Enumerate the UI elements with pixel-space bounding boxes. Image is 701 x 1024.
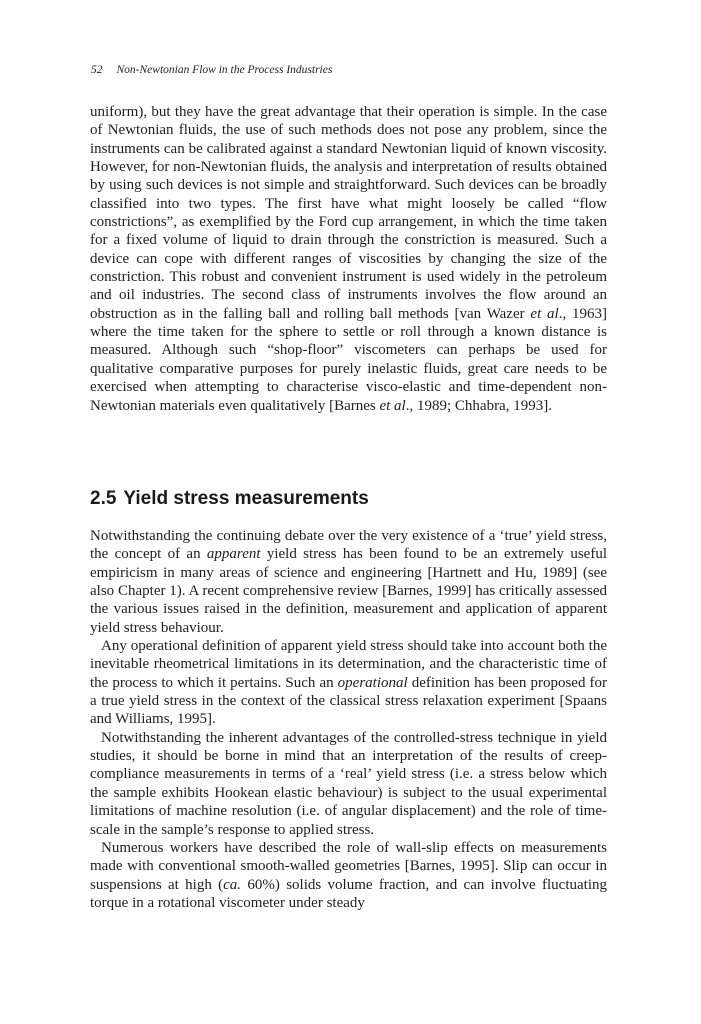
section-number: 2.5 <box>90 488 117 509</box>
continued-paragraph-block <box>90 103 607 415</box>
running-title: Non-Newtonian Flow in the Process Industries <box>116 64 333 76</box>
text-run: uniform), but they have the great advantage that their operation is simple. In the case of Newtonian fluids, the use of such methods does not pose any problem, since the instruments can be calibrated against a standard Newtonian liquid of known viscosity. However, for non-Newtonian fluids, the analysis and interpretation of results obtained by using such devices is not simple and straightforward. Such devices can be broadly classified into two types. The first have what might loosely be called “flow constrictions”, as exemplified by the Ford cup arrangement, in which the time taken for a fixed volume of liquid to drain through the constriction is measured. Such a device can cope with different ranges of viscosities by changing the size of the constriction. This robust and convenient instrument is used widely in the petroleum and oil industries. The second class of instruments involves the flow around an obstruction as in the falling ball and rolling ball methods [van Wazer <box>90 104 607 322</box>
italic-term: operational <box>337 674 408 691</box>
text-run: Numerous workers have described the role of wall-slip effects on measurements made with conventional smooth-walled geometries [Barnes, 1995]. Slip can occur in suspensions at high ( <box>90 839 607 893</box>
paragraph-wall-slip <box>90 839 607 912</box>
text-run: ., 1989; Chhabra, 1993]. <box>405 397 552 414</box>
text-run: definition has been proposed for a true yield stress in the context of the classical stress relaxation experiment [Spaans and Williams, 1995]. <box>90 674 607 728</box>
paragraph-controlled-stress <box>90 729 607 839</box>
text-run: 60%) solids volume fraction, and can involve fluctuating torque in a rotational viscometer under steady <box>90 876 607 911</box>
text-run: yield stress has been found to be an extremely useful empiricism in many areas of science and engineering [Hartnett and Hu, 1989] (see also Chapter 1). A recent comprehensive review [Barnes, 1999] has critically assessed the various issues raised in the definition, measurement and application of apparent yield stress behaviour. <box>90 546 607 636</box>
section-title: Yield stress measurements <box>123 488 369 509</box>
section-body <box>90 527 607 912</box>
italic-term: apparent <box>206 546 261 563</box>
text-run: Notwithstanding the inherent advantages of the controlled-stress technique in yield studies, it should be borne in mind that an interpretation of the results of creep-compliance measurements in terms of a ‘real’ yield stress (i.e. a stress below which the sample exhibits Hookean elastic behaviour) is subject to the usual experimental limitations of machine resolution (i.e. of angular displacement) and the role of time-scale in the sample’s response to applied stress. <box>90 729 607 838</box>
running-header <box>91 62 611 78</box>
page-number: 52 <box>91 64 103 76</box>
paragraph-apparent-yield-stress <box>90 527 607 637</box>
paragraph-operational-definition <box>90 637 607 729</box>
italic-citation: et al <box>530 305 559 322</box>
italic-term: ca. <box>223 876 242 893</box>
paragraph-viscometer-types <box>90 103 607 415</box>
text-run: Any operational definition of apparent yield stress should take into account both the inevitable rheometrical limitations in its determination, and the characteristic time of the process to which it pertains. Such an <box>90 638 607 691</box>
italic-citation: et al <box>379 397 406 414</box>
section-heading <box>90 487 607 511</box>
text-run: ., 1963] where the time taken for the sphere to settle or roll through a known distance is measured. Although such “shop-floor” viscometers can perhaps be used for qualitative comparative purposes for purely inelastic fluids, great care needs to be exercised when attempting to characterise visco-elastic and time-dependent non-Newtonian materials even qualitatively [Barnes <box>90 305 608 414</box>
text-run: Notwithstanding the continuing debate over the very existence of a ‘true’ yield stress, the concept of an <box>90 528 607 563</box>
